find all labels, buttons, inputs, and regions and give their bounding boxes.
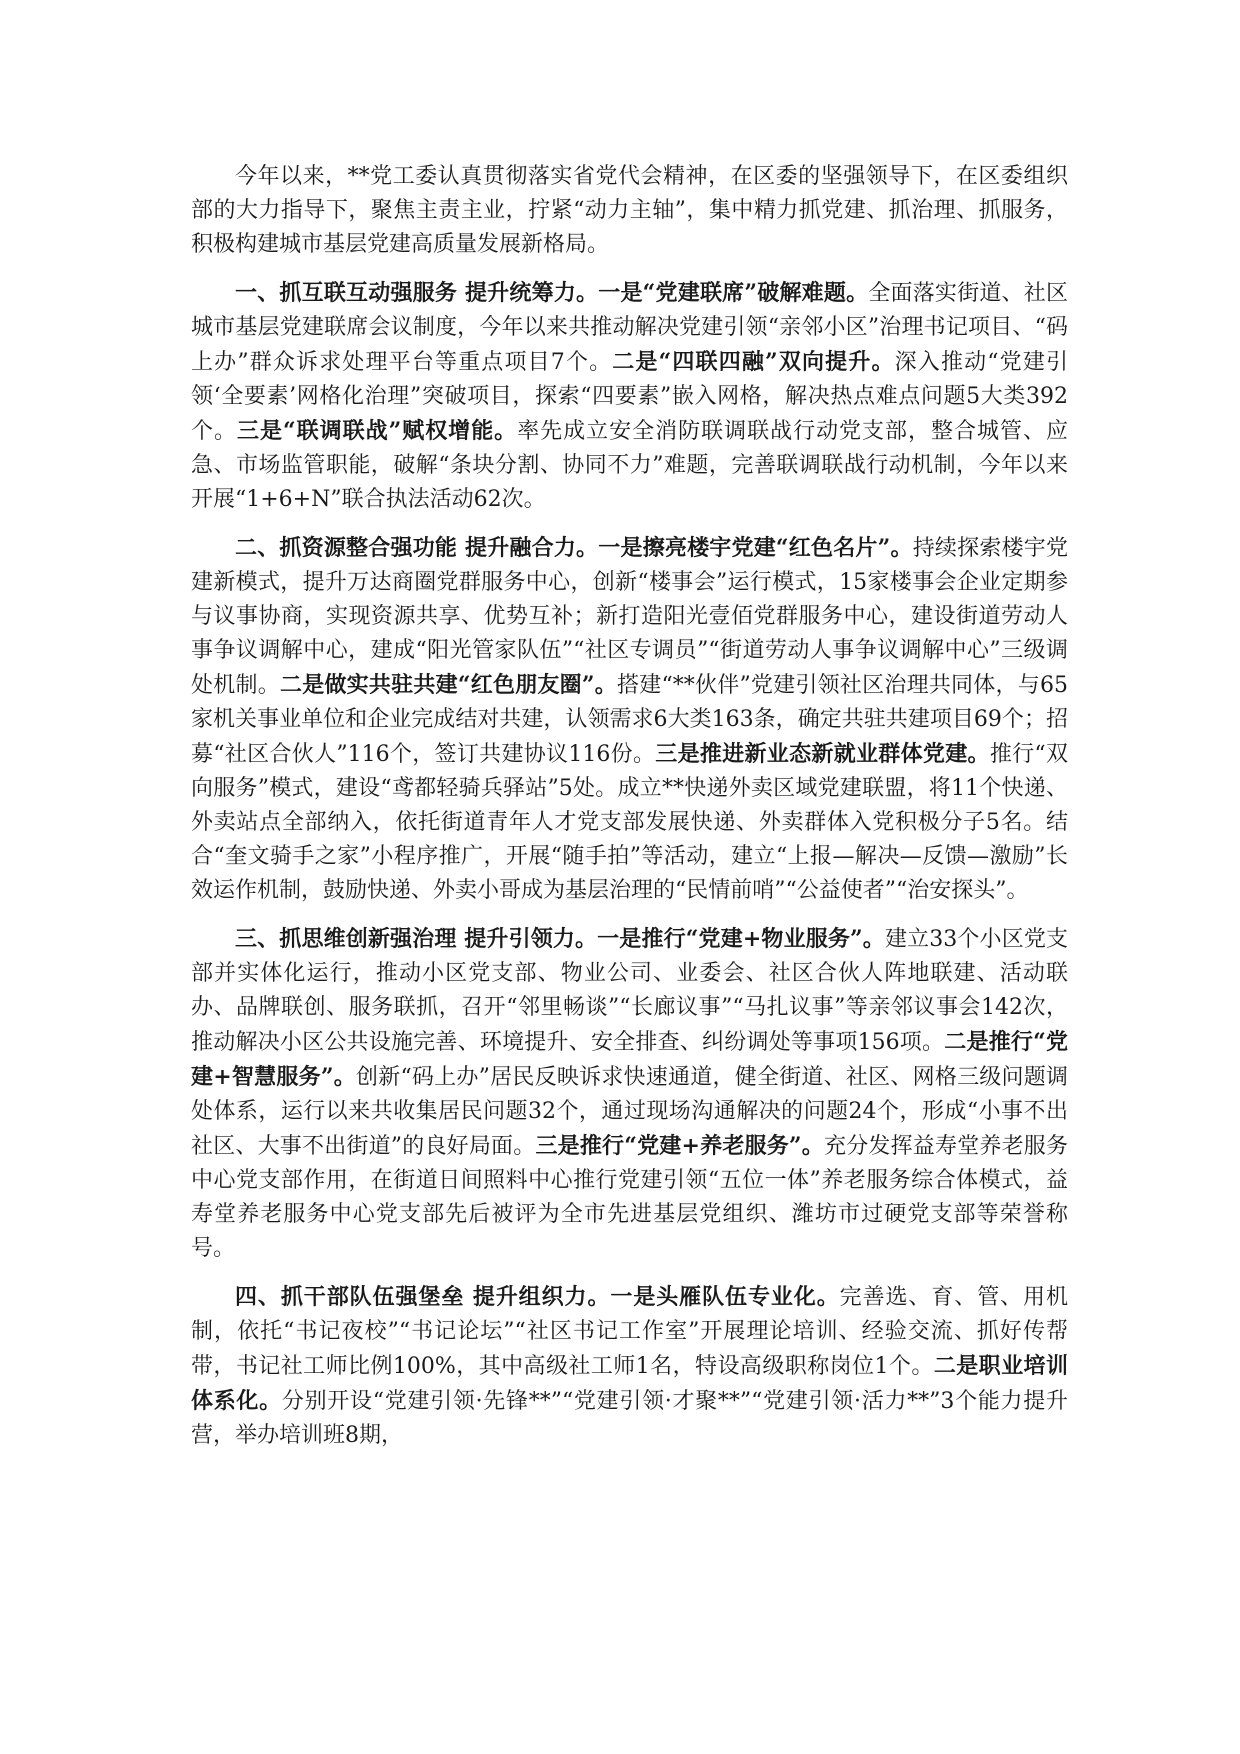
section-4-paragraph [191,1280,1068,1453]
section-2-point-3-label: 三是推进新业态新就业群体党建。 [655,741,990,767]
section-1-heading: 一、抓互联互动强服务 提升统筹力。 [235,280,599,306]
intro-paragraph: 今年以来，**党工委认真贯彻落实省党代会精神，在区委的坚强领导下，在区委组织部的大力指导下，聚焦主责主业，拧紧“动力主轴”，集中精力抓党建、抓治理、抓服务，积极构建城市基层党建高质量发展新格局。 [191,164,1068,257]
section-4-point-2-text: 分别开设“党建引领·先锋**”“党建引领·才聚**”“党建引领·活力**”3个能力提升营，举办培训班8期， [191,1389,1068,1448]
section-2-heading: 二、抓资源整合强功能 提升融合力。 [235,535,599,561]
section-3-point-3-text: 充分发挥益寿堂养老服务中心党支部作用，在街道日间照料中心推行党建引领“五位一体”养老服务综合体模式，益寿堂养老服务中心党支部先后被评为全市先进基层党组织、潍坊市过硬党支部等荣誉称号。 [191,1134,1068,1261]
section-3-point-2-label: 二是推行“党建+智慧服务”。 [191,1029,1069,1090]
section-2-point-3-text: 推行“双向服务”模式，建设“鸢都轻骑兵驿站”5处。成立**快递外卖区域党建联盟，将11个快递、外卖站点全部纳入，依托街道青年人才党支部发展快递、外卖群体入党积极分子5名。结合“奎文骑手之家”小程序推广，开展“随手拍”等活动，建立“上报—解决—反馈—激励”长效运作机制，鼓励快递、外卖小哥成为基层治理的“民情前哨”“公益使者”“治安探头”。 [191,742,1068,903]
section-2-point-1-label: 一是擦亮楼宇党建“红色名片”。 [598,535,913,561]
section-1-point-3-label: 三是“联调联战”赋权增能。 [236,418,518,444]
section-1-point-1-label: 一是“党建联席”破解难题。 [598,280,869,306]
section-4-heading: 四、抓干部队伍强堡垒 提升组织力。 [235,1284,611,1310]
section-2-point-1-text: 持续探索楼宇党建新模式，提升万达商圈党群服务中心，创新“楼事会”运行模式，15家楼事会企业定期参与议事协商，实现资源共享、优势互补；新打造阳光壹佰党群服务中心，建设街道劳动人事争议调解中心，建成“阳光管家队伍”“社区专调员”“街道劳动人事争议调解中心”三级调处机制。 [191,536,1068,698]
section-4-point-1-text: 完善选、育、管、用机制，依托“书记夜校”“书记论坛”“社区书记工作室”开展理论培训、经验交流、抓好传帮带，书记社工师比例100%，其中高级社工师1名，特设高级职称岗位1个。 [191,1285,1068,1379]
section-1-paragraph [191,276,1068,517]
section-3-point-3-label: 三是推行“党建+养老服务”。 [535,1133,824,1159]
section-2-point-2-text: 搭建“**伙伴”党建引领社区治理共同体，与65家机关事业单位和企业完成结对共建，认领需求6大类163条，确定共驻共建项目69个；招募“社区合伙人”116个，签订共建协议116份。 [191,673,1068,767]
section-1-point-1-text: 全面落实街道、社区城市基层党建联席会议制度，今年以来共推动解决党建引领“亲邻小区”治理书记项目、“码上办”群众诉求处理平台等重点项目7个。 [191,281,1068,375]
section-2-paragraph [191,531,1068,908]
section-3-point-2-text: 创新“码上办”居民反映诉求快速通道，健全街道、社区、网格三级问题调处体系，运行以来共收集居民问题32个，通过现场沟通解决的问题24个，形成“小事不出社区、大事不出街道”的良好局面。 [191,1065,1069,1159]
section-4-point-1-label: 一是头雁队伍专业化。 [610,1284,840,1310]
section-1-point-2-label: 二是“四联四融”双向提升。 [612,349,895,375]
section-1-point-2-text: 深入推动“党建引领‘全要素’网格化治理”突破项目，探索“四要素”嵌入网格，解决热点难点问题5大类392个。 [191,350,1068,444]
section-3-heading: 三、抓思维创新强治理 提升引领力。 [235,926,598,952]
section-3-point-1-text: 建立33个小区党支部并实体化运行，推动小区党支部、物业公司、业委会、社区合伙人阵地联建、活动联办、品牌联创、服务联抓，召开“邻里畅谈”“长廊议事”“马扎议事”等亲邻议事会142次，推动解决小区公共设施完善、环境提升、安全排查、纠纷调处等事项156项。 [191,927,1068,1055]
section-3-point-1-label: 一是推行“党建+物业服务”。 [597,926,885,952]
section-1-point-3-text: 率先成立安全消防联调联战行动党支部，整合城管、应急、市场监管职能，破解“条块分割、协同不力”难题，完善联调联战行动机制，今年以来开展“1+6+N”联合执法活动62次。 [191,419,1068,512]
section-3-paragraph [191,922,1068,1266]
section-4-point-2-label: 二是职业培训体系化。 [191,1353,1068,1414]
document-body [191,160,1068,1467]
section-2-point-2-label: 二是做实共驻共建“红色朋友圈”。 [279,672,618,698]
